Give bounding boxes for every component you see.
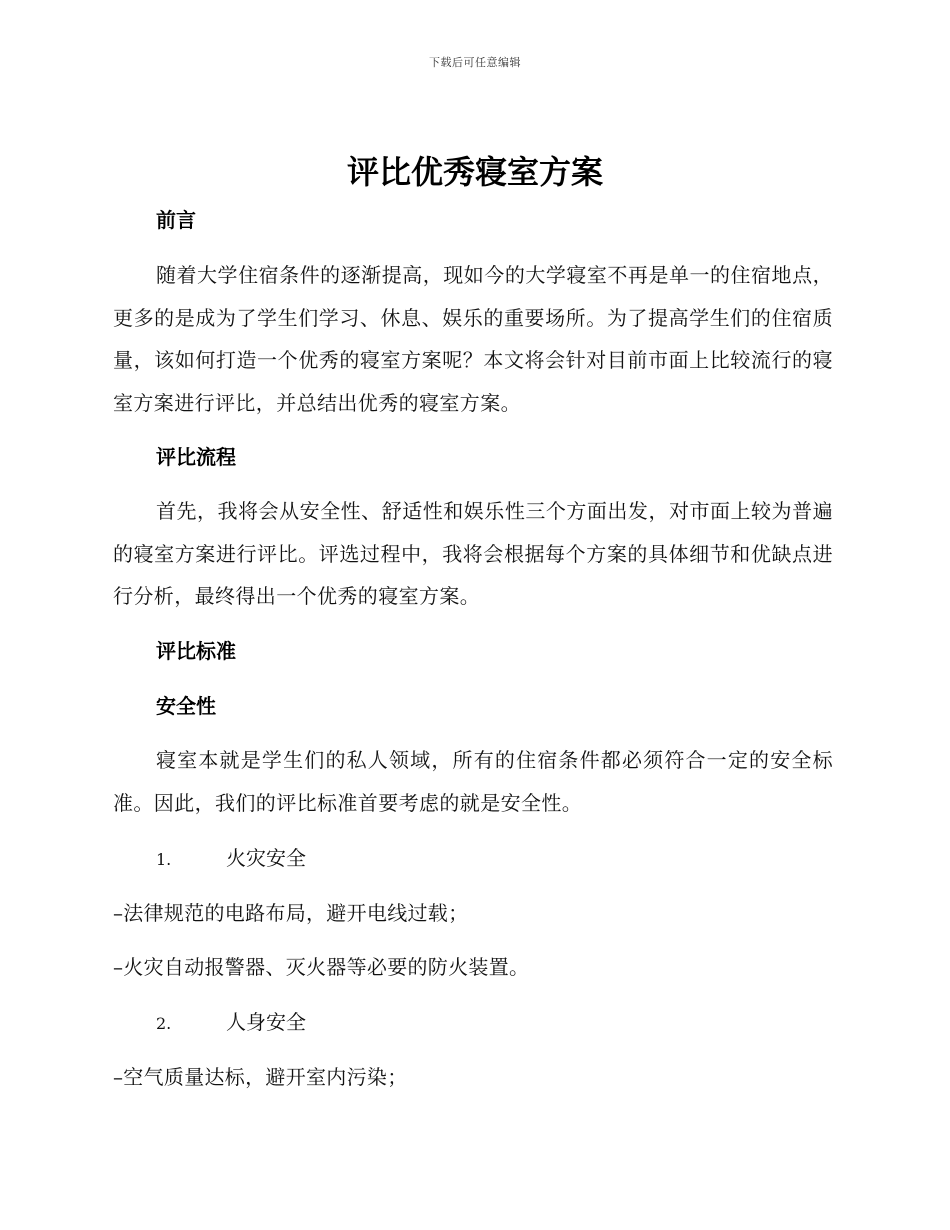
bullet-item: –空气质量达标，避开室内污染；: [113, 1065, 408, 1089]
list-number: 2.: [156, 1014, 172, 1033]
list-number: 1.: [156, 850, 172, 869]
paragraph-preface: 随着大学住宿条件的逐渐提高，现如今的大学寝室不再是单一的住宿地点，更多的是成为了学生们学习、休息、娱乐的重要场所。为了提高学生们的住宿质量，该如何打造一个优秀的寝室方案呢？本文将会针对目前市面上比较流行的寝室方案进行评比，并总结出优秀的寝室方案。: [113, 263, 833, 415]
heading-safety: 安全性: [156, 694, 216, 718]
bullet-item: –法律规范的电路布局，避开电线过载；: [113, 901, 469, 925]
paragraph-process: 首先，我将会从安全性、舒适性和娱乐性三个方面出发，对市面上较为普遍的寝室方案进行评比。评选过程中，我将会根据每个方案的具体细节和优缺点进行分析，最终得出一个优秀的寝室方案。: [113, 499, 833, 608]
list-item-fire-safety: [156, 843, 306, 875]
list-label: 人身安全: [226, 1010, 306, 1034]
heading-preface: 前言: [156, 208, 196, 232]
heading-criteria: 评比标准: [156, 639, 236, 663]
heading-process: 评比流程: [156, 445, 236, 469]
header-note: 下载后可任意编辑: [429, 56, 521, 69]
bullet-item: –火灾自动报警器、灭火器等必要的防火装置。: [113, 955, 530, 979]
document-title: 评比优秀寝室方案: [346, 153, 603, 191]
paragraph-safety: 寝室本就是学生们的私人领域，所有的住宿条件都必须符合一定的安全标准。因此，我们的评比标准首要考虑的就是安全性。: [113, 748, 833, 815]
list-item-personal-safety: [156, 1007, 306, 1039]
list-label: 火灾安全: [226, 846, 306, 870]
